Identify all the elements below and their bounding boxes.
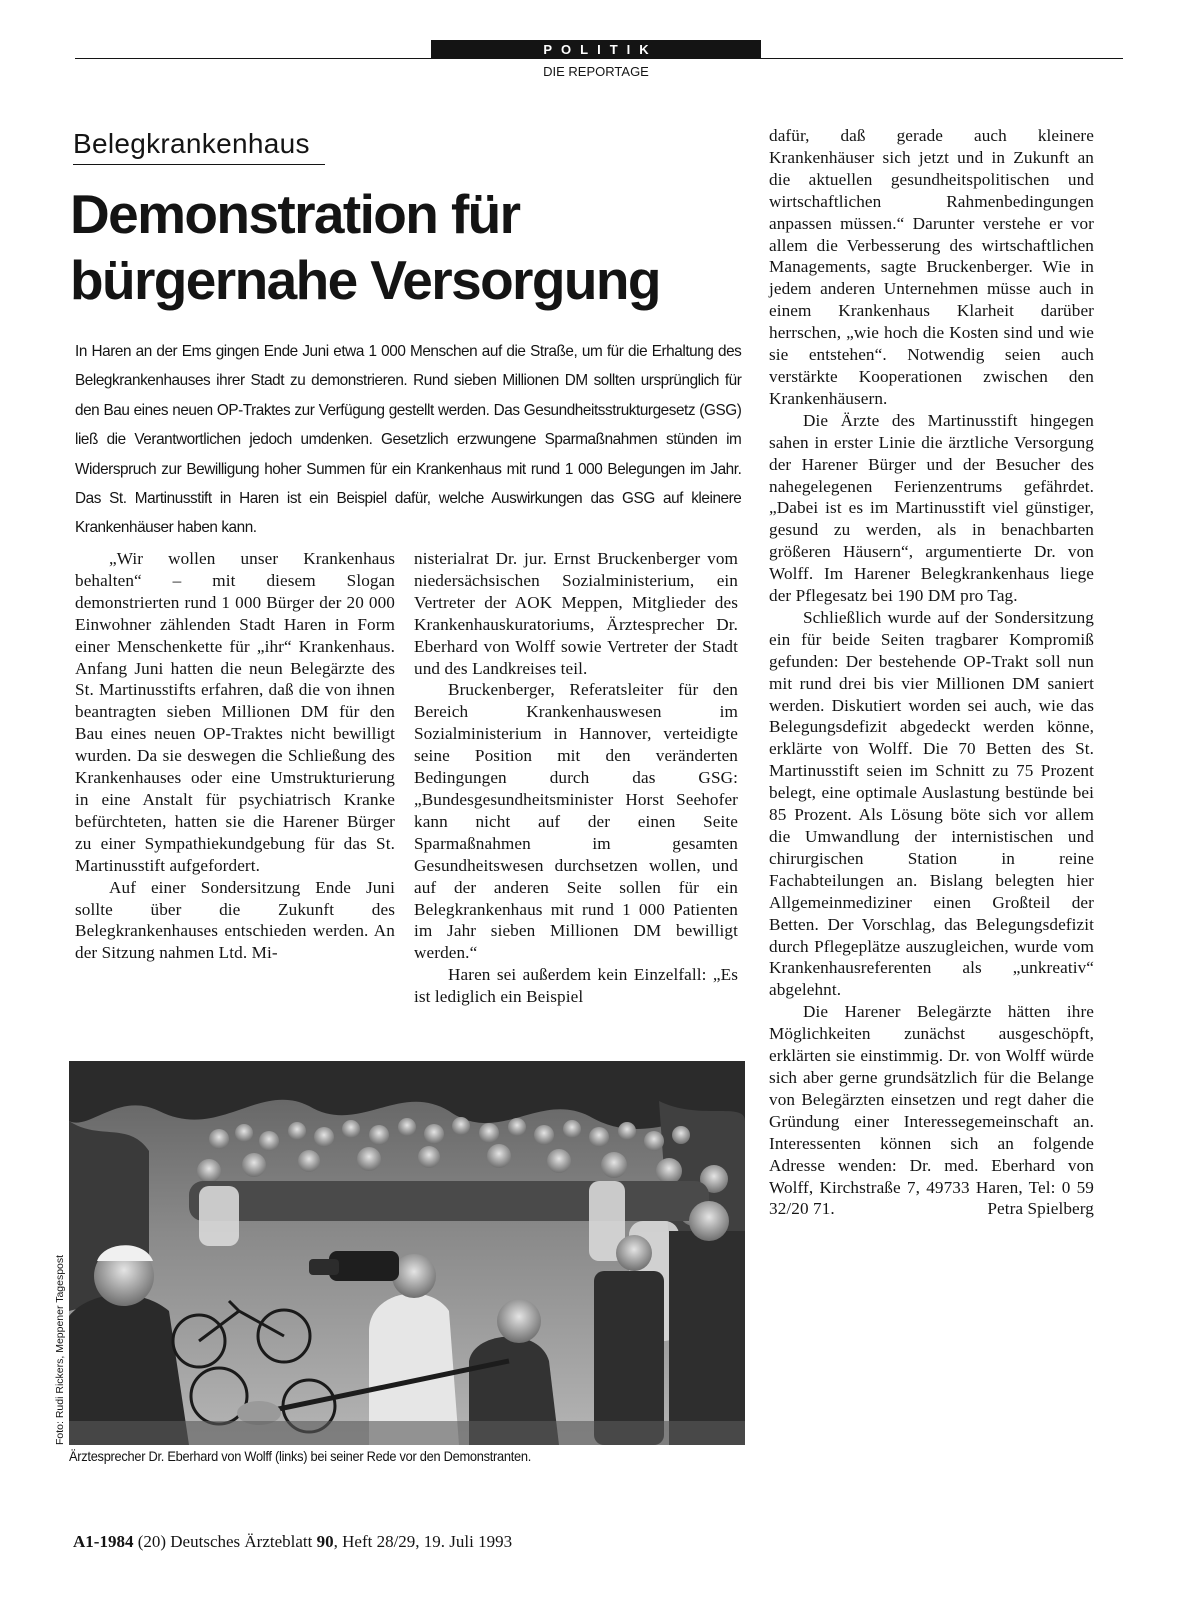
demonstration-photo xyxy=(69,1061,745,1445)
article-kicker: Belegkrankenhaus xyxy=(73,128,310,159)
text-column-1 xyxy=(75,548,395,964)
paragraph: Die Ärzte des Martinusstift hingegen sahen in erster Linie die ärztliche Versorgung der Harener Bürger und der Besucher des nahegelegenen Ferienzentrums gefährdet. „Dabei ist es im Martinusstift viel günstiger, gesund zu werden, als in benachbarten größeren Häusern“, argumentierte Dr. von Wolff. Im Harener Belegkrankenhaus liege der Pflegesatz bei 190 DM pro Tag. xyxy=(769,410,1094,606)
journal-name: Deutsches Ärzteblatt xyxy=(170,1532,313,1551)
issue-info: , Heft 28/29, 19. Juli 1993 xyxy=(333,1532,513,1551)
paragraph: Bruckenberger, Referatsleiter für den Bereich Krankenhauswesen im Sozialministerium in Hannover, verteidigte seine Position mit den veränderten Bedingungen durch das GSG: „Bundesgesundheitsminister Horst Seehofer kann nicht auf der einen Seite Sparmaßnahmen im gesamten Gesundheitswesen durchsetzen wollen, und auf der anderen Seite sollen für ein Belegkrankenhaus mit rund 1 000 Patienten im Jahr sieben Millionen DM bewilligt werden.“ xyxy=(414,680,738,963)
page-id: A1-1984 xyxy=(73,1532,134,1551)
page-footer xyxy=(73,1532,512,1552)
author-signature: Petra Spielberg xyxy=(987,1199,1094,1219)
kicker-underline xyxy=(73,164,325,165)
paragraph-text: Die Harener Belegärzte hätten ihre Möglichkeiten zunächst ausgeschöpft, erklärten sie einstimmig. Dr. von Wolff würde sich aber gerne grundsätzlich für die Belange von Belegärzten einsetzen und regt daher die Gründung einer Interessegemeinschaft an. Interessenten können sich an folgende Adresse wenden: Dr. med. Eberhard von Wolff, Kirchstraße 7, 49733 Haren, Tel: 0 59 32/20 71. xyxy=(769,1002,1094,1219)
subsection-label: DIE REPORTAGE xyxy=(543,64,649,79)
paragraph: Schließlich wurde auf der Sondersitzung ein für beide Seiten tragbarer Kompromiß gefunden: Der bestehende OP-Trakt soll nun mit rund drei bis vier Millionen DM saniert werden. Diskutiert worden sei auch, wie das Belegungsdefizit abgedeckt werden könne, erklärte von Wolff. Die 70 Betten des St. Martinusstift seien im Schnitt zu 75 Prozent belegt, eine optimale Auslastung bestünde bei 85 Prozent. Als Lösung böte sich vor allem die Umwandlung der internistischen und chirurgischen Station in reine Fachabteilungen an. Bislang belegten hier Allgemeinmediziner einen Großteil der Betten. Der Vorschlag, das Belegungsdefizit durch Pflegeplätze auszugleichen, wurde vom Krankenhausreferenten als „unkreativ“ abgelehnt. xyxy=(769,607,1094,1000)
paragraph xyxy=(769,1001,1094,1220)
paragraph: dafür, daß gerade auch kleinere Krankenhäuser sich jetzt und in Zukunft an die aktuellen gesundheitspolitischen und wirtschaftlichen Rahmenbedingungen anpassen müssen.“ Darunter verstehe er vor allem die Verbesserung des wirtschaftlichen Managements, sagte Bruckenberger. Wie in jedem anderen Unternehmen müsse auch in einem Krankenhaus Klarheit darüber herrschen, „wie hoch die Kosten sind und wie sie entstehen“. Notwendig seien auch verstärkte Kooperationen zwischen den Krankenhäusern. xyxy=(769,126,1094,408)
photo-credit: Foto: Rudi Rickers, Meppener Tagespost xyxy=(54,1254,66,1445)
paragraph: nisterialrat Dr. jur. Ernst Bruckenberger vom niedersächsischen Sozialministerium, ein Vertreter der AOK Meppen, Mitglieder des Krankenhauskuratoriums, Ärztesprecher Dr. Eberhard von Wolff sowie Vertreter der Stadt und des Landkreises teil. xyxy=(414,549,738,678)
headline-line-1: Demonstration für xyxy=(70,183,520,245)
paragraph: „Wir wollen unser Krankenhaus behalten“ – mit diesem Slogan demonstrierten rund 1 000 Bürger der 20 000 Einwohner zählenden Stadt Haren in Form einer Menschenkette für „ihr“ Krankenhaus. Anfang Juni hatten die neun Belegärzte des St. Martinusstifts erfahren, daß die von ihnen beantragten sieben Millionen DM für den Bau eines neuen OP-Traktes nicht bewilligt wurden. Da sie deswegen die Schließung des Krankenhauses oder eine Umstrukturierung in eine Anstalt für psychiatrisch Kranke befürchteten, hatten sie die Harener Bürger zu einer Sympathiekundgebung für das St. Martinusstift aufgefordert. xyxy=(75,549,395,875)
paragraph: Haren sei außerdem kein Einzelfall: „Es ist lediglich ein Beispiel xyxy=(414,965,738,1007)
text-column-3 xyxy=(769,125,1094,1220)
page-number: (20) xyxy=(137,1532,167,1551)
journal-volume: 90 xyxy=(316,1532,334,1551)
headline-line-2: bürgernahe Versorgung xyxy=(70,249,660,311)
article-lead: In Haren an der Ems gingen Ende Juni etwa 1 000 Menschen auf die Straße, um für die Erhaltung des Belegkrankenhauses ihrer Stadt zu demonstrieren. Rund sieben Millionen DM sollten ursprünglich für den Bau eines neuen OP-Traktes zur Verfügung gestellt werden. Das Gesundheitsstrukturgesetz (GSG) ließ die Verantwortlichen jedoch umdenken. Gesetzlich erzwungene Sparmaßnahmen stünden im Widerspruch zur Bewilligung hoher Summen für ein Krankenhaus mit rund 1 000 Belegungen im Jahr. Das St. Martinusstift in Haren ist ein Beispiel dafür, welche Auswirkungen das GSG auf kleinere Krankenhäuser haben kann. xyxy=(75,343,742,537)
article-headline xyxy=(70,181,750,313)
paragraph: Auf einer Sondersitzung Ende Juni sollte über die Zukunft des Belegkrankenhauses entschieden werden. An der Sitzung nahmen Ltd. Mi- xyxy=(75,877,395,963)
photo-caption: Ärztesprecher Dr. Eberhard von Wolff (links) bei seiner Rede vor den Demonstranten. xyxy=(69,1449,532,1464)
section-header: POLITIK xyxy=(431,40,761,59)
text-column-2 xyxy=(414,548,738,1008)
header-rule xyxy=(75,58,1123,59)
